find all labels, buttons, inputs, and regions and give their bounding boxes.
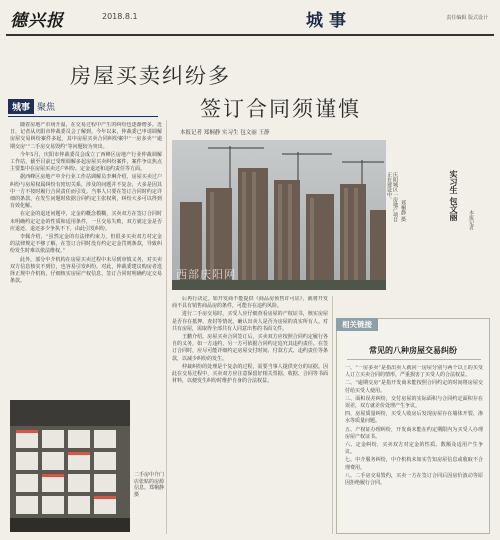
dispute-item: 二、“逾期交房”是指开发商未能按照合同约定的时间将房屋交付给买受人使用。 [345, 380, 483, 394]
dispute-item: 一、“一房多卖”是指出卖人就同一房屋分别与两个以上的买受人订立买卖合同的情形，严重损害了买受人的合法权益。 [345, 365, 483, 379]
storefront-illustration [10, 400, 130, 532]
related-links-body [345, 365, 483, 531]
article-paragraph: 王鹏介绍，房屋买卖合同签订后，买卖双方应按照合同约定履行各自的义务，如一方违约，另一方可依据合同约定追究其违约责任。在签订合同时，应尽可能详细约定房屋交付时间、付款方式、违约责任等条款，以减少纠纷的发生。 [172, 334, 328, 362]
photo-watermark: 西部庆阳网 [176, 268, 236, 281]
section-title: 城事 [306, 11, 352, 31]
focus-tag-main: 城事 [8, 99, 34, 114]
article-paragraph: 仲裁纠纷的处理是个复杂的过程，需要当事人提供充分的证据。因此在交易过程中，买卖双方应注意保留好相关票据、收据、合同等书面材料，以便发生纠纷时维护自身的合法权益。 [172, 363, 328, 385]
article-paragraph: 随着房地产市场升温，在交易过程中产生的纠纷也逐渐增多。近日，记者从庆阳市仲裁委员会了解到，今年以来，仲裁委已申请调解房屋交易纠纷案件多起，其中房屋买卖合同纠纷案中“一房多卖”“逾期交房”“二手房交易毁约”等问题较为突出。 [10, 122, 162, 150]
masthead [6, 4, 494, 34]
bottom-photo-caption: 二手房中介门店张贴的房源信息。郑桐静 摄 [134, 472, 165, 498]
article-paragraph: 在定金的退还问题中，定金的概念模糊，买卖双方在签订合同时未明确约定定金的性质和适用条件，一旦交易失败，双方就定金是否应退还、退还多少争执不下，由此引发纠纷。 [10, 211, 162, 232]
editor-credit: 责任编辑 版式设计 [446, 15, 488, 21]
related-links-box [336, 318, 490, 534]
main-photo-buildings [172, 140, 386, 290]
side-vertical-credit: 实习生 包文丽 [449, 170, 459, 221]
side-vertical-sub: 本报记者 [468, 210, 474, 230]
newspaper-logo: 德兴报 [10, 11, 64, 31]
column-divider [332, 296, 333, 534]
main-photo-caption: 庆阳城区一房地产项目正在建设中。 [386, 172, 398, 222]
dispute-item: 五、产权证办理纠纷，开发商未能在约定期限内为买受人办理房屋产权证书。 [345, 426, 483, 440]
focus-tag-sub: 聚焦 [37, 102, 56, 113]
related-links-title: 常见的八种房屋交易纠纷 [369, 346, 457, 355]
column-divider [166, 120, 167, 534]
main-photo-credit: 郑桐静 摄 [400, 200, 406, 222]
dispute-item: 八、二手房交易毁约，买卖一方在签订合同后因房价波动等原因拒绝履行合同。 [345, 472, 483, 487]
issue-date: 2018.8.1 [102, 12, 138, 21]
dispute-item: 七、中介服务纠纷，中介机构未如实告知房屋信息或收取不合理费用。 [345, 457, 483, 471]
focus-rule [8, 116, 158, 117]
related-links-tab: 相关链接 [336, 318, 378, 331]
article-paragraph: 据西峰区房地产中介行业工作站调解员李琳介绍，房屋买卖过户纠纷与房屋权属纠纷有密切关系，涉及的问题并不复杂，大多是因其中一方不按时履行合同责任而引发。当事人只要在签订合同时约定详细的条款，在发生问题时依据合同约定主张权利，纠纷大多可以得到有效化解。 [10, 174, 162, 210]
article-paragraph: 李佩介绍，“虽然定金的有法律约束力，但很多买卖双方对定金的法律规定不够了解，在签订合同时没有约定定金罚则条款，导致纠纷发生时难以依法维权。” [10, 234, 162, 255]
article-paragraph: 今年5月，庆阳市仲裁委员会成立了西峰区房地产行业仲裁调解工作站，截至目前已受理调解多起房屋买卖纠纷案件，案件争议焦点主要集中在房屋买卖过户纠纷、定金退还和违约责任等方面。 [10, 151, 162, 173]
headline-line-2: 签订合同须谨慎 [200, 97, 361, 121]
byline: 本报记者 郑桐静 实习生 包文丽 王静 [180, 130, 270, 136]
article-paragraph: 后再行决定。如开发商不能提供《商品房预售许可证》，就将开发商不具有销售商品房的条件，可能存在违约风险。 [172, 296, 328, 310]
article-column-middle [172, 296, 328, 532]
dispute-item: 四、房屋质量纠纷，买受人收房后发现房屋存在墙体开裂、渗水等质量问题。 [345, 411, 483, 425]
headline-line-1: 房屋买卖纠纷多 [70, 64, 231, 88]
dispute-item: 三、面积误差纠纷，交付房屋的实际面积与合同约定面积存在误差，双方就差价处理产生争议。 [345, 395, 483, 410]
article-paragraph: 此外，部分中介机构在房屋买卖过程中未尽到审慎义务，对买卖双方信息核实不到位，也容易引发纠纷。对此，仲裁委建议购房者选择正规中介机构，仔细核实房屋产权信息，签订合同时明确约定交易条款。 [10, 256, 162, 285]
bottom-photo-storefront [10, 400, 130, 532]
related-links-rule [347, 359, 481, 360]
article-paragraph: 进行二手房交易时，买受人应仔细查看房屋的产权证书，核实房屋是否存在抵押、查封等情况，确认出卖人是否为房屋的真实所有人。对共有房屋，需取得全部共有人同意出售的书面文件。 [172, 311, 328, 332]
focus-tag [8, 98, 55, 114]
dispute-item: 六、定金纠纷，买卖双方对定金的性质、数额及适用产生争议。 [345, 442, 483, 456]
top-rule [6, 34, 494, 36]
article-column-left [10, 122, 162, 392]
